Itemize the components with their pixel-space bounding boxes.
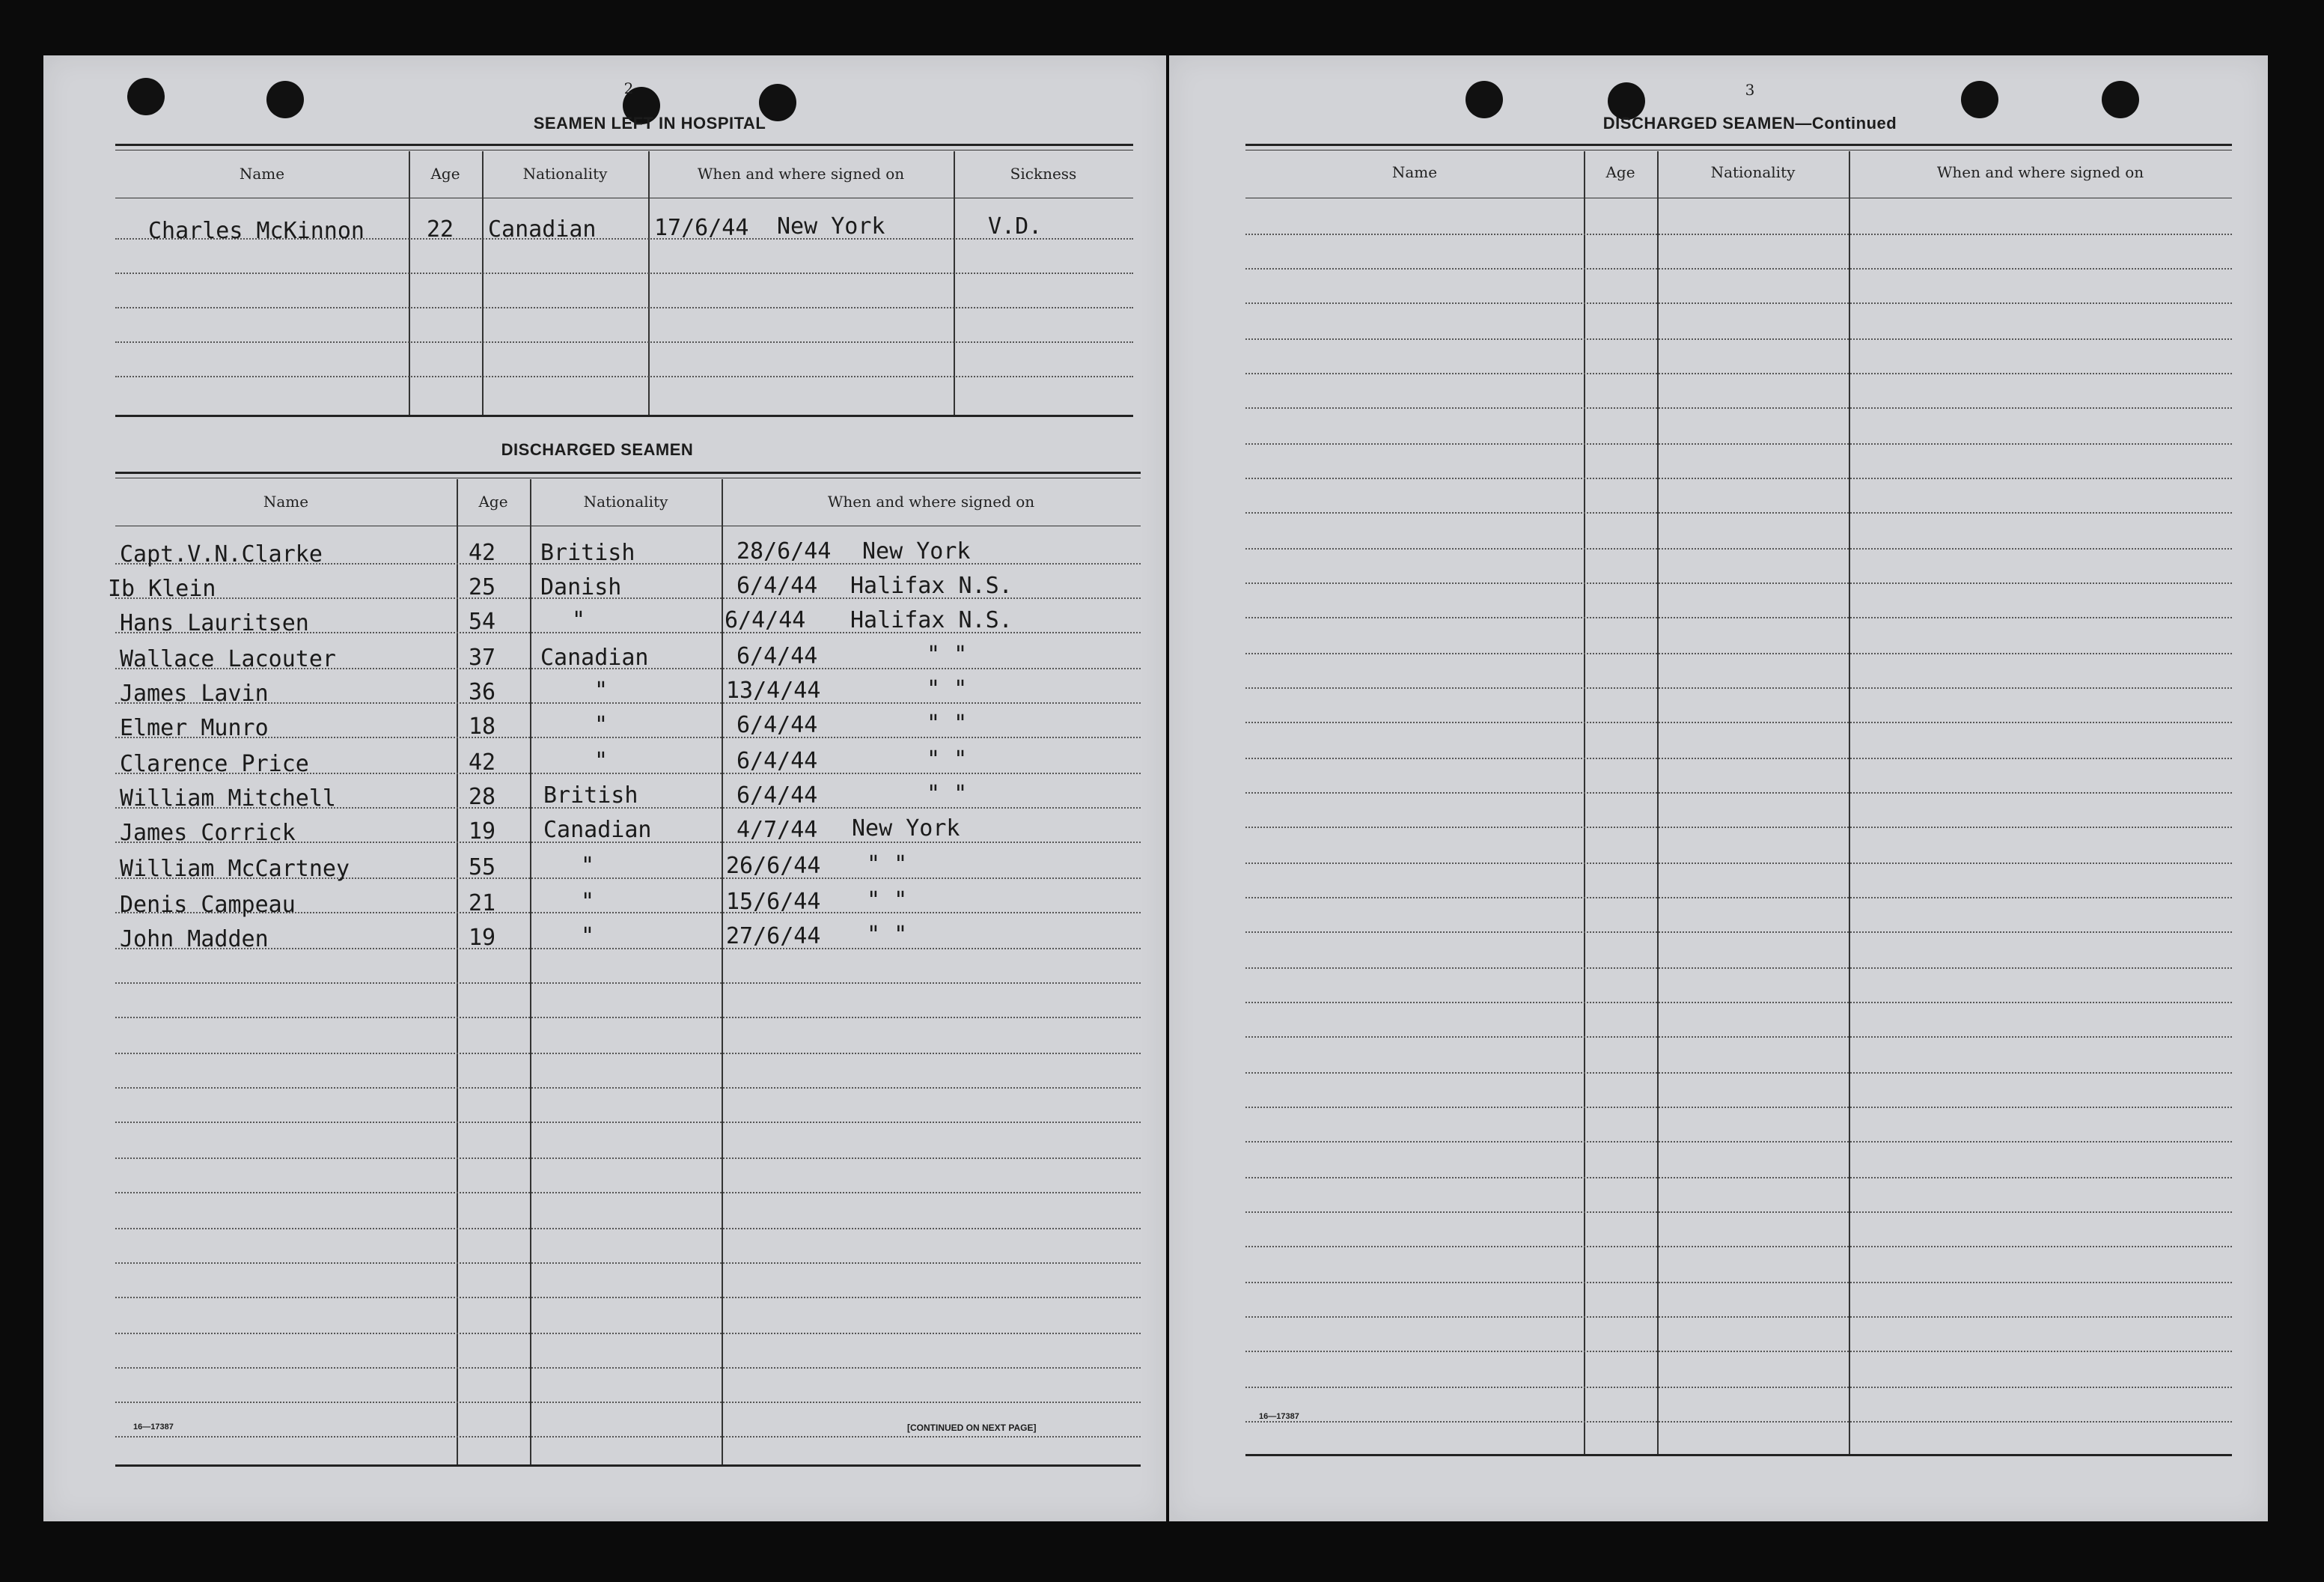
- col-name: Name: [1391, 163, 1438, 181]
- seaman-nationality: Canadian: [540, 645, 649, 671]
- hospital-row-rule: [115, 376, 1133, 377]
- signed-on-place: " ": [867, 851, 908, 877]
- discharged-row-rule: [115, 1192, 1141, 1193]
- row-rule: [1245, 863, 2232, 864]
- row-rule: [1245, 1316, 2232, 1318]
- discharged-row-rule: [115, 1436, 1141, 1438]
- seaman-age: 19: [469, 818, 496, 845]
- signed-on-date: 17/6/44: [654, 215, 749, 241]
- punch-hole: [1466, 81, 1503, 118]
- row-rule: [1245, 687, 2232, 689]
- row-rule: [1245, 512, 2232, 514]
- discharged-col-name: Name: [263, 493, 309, 511]
- discharged-col-age: Age: [478, 493, 508, 511]
- signed-on-place: New York: [862, 538, 971, 565]
- row-rule: [1245, 1211, 2232, 1213]
- seaman-name: Elmer Munro: [120, 715, 269, 741]
- punch-hole: [127, 78, 165, 115]
- seaman-nationality: ": [594, 748, 609, 774]
- row-rule: [1245, 1351, 2232, 1352]
- seaman-nationality: Canadian: [543, 817, 652, 843]
- seaman-name: Charles McKinnon: [148, 218, 365, 244]
- row-rule: [1245, 373, 2232, 374]
- signed-on-place: New York: [777, 213, 885, 240]
- seaman-nationality: Danish: [540, 574, 622, 600]
- row-rule: [1245, 1282, 2232, 1283]
- seaman-nationality: ": [594, 678, 609, 704]
- row-rule: [1245, 758, 2232, 759]
- signed-on-place: " ": [927, 746, 968, 773]
- signed-on-date: 27/6/44: [726, 923, 821, 949]
- signed-on-place: " ": [867, 887, 908, 913]
- signed-on-place: Halifax N.S.: [850, 573, 1013, 599]
- discharged-row-rule: [115, 1122, 1141, 1123]
- col-signed-on: When and where signed on: [1936, 163, 2144, 181]
- hospital-col-age: Age: [430, 165, 460, 183]
- signed-on-date: 28/6/44: [736, 538, 832, 565]
- row-rule: [1245, 1002, 2232, 1003]
- signed-on-date: 26/6/44: [726, 853, 821, 879]
- seaman-name: Ib Klein: [108, 576, 216, 602]
- discharged-row-rule: [115, 1228, 1141, 1229]
- discharged-row-rule: [115, 948, 1141, 949]
- col-nationality: Nationality: [1710, 163, 1796, 181]
- signed-on-date: 6/4/44: [736, 643, 818, 669]
- discharged-row-rule: [115, 1087, 1141, 1089]
- seaman-nationality: ": [594, 712, 609, 738]
- page-number: 2: [623, 79, 634, 97]
- seaman-name: Capt.V.N.Clarke: [120, 541, 323, 568]
- discharged-section-title: DISCHARGED SEAMEN: [501, 440, 694, 459]
- seaman-name: Clarence Price: [120, 751, 309, 777]
- form-code: 16—17387: [133, 1423, 174, 1432]
- seaman-name: John Madden: [120, 926, 269, 952]
- seaman-age: 42: [469, 749, 496, 776]
- discharged-row-rule: [115, 1053, 1141, 1054]
- seaman-age: 42: [469, 540, 496, 566]
- seaman-age: 36: [469, 679, 496, 705]
- signed-on-place: New York: [852, 815, 960, 842]
- table-top-rule: [1245, 144, 2232, 146]
- hospital-row-rule: [115, 307, 1133, 308]
- row-rule: [1245, 1387, 2232, 1388]
- row-rule: [1245, 1246, 2232, 1247]
- signed-on-date: 6/4/44: [736, 573, 818, 599]
- discharged-row-rule: [115, 1017, 1141, 1018]
- row-rule: [1245, 1072, 2232, 1074]
- hospital-col-name: Name: [239, 165, 285, 183]
- row-rule: [1245, 617, 2232, 618]
- hospital-col-signed-on: When and where signed on: [697, 165, 905, 183]
- left-page: [43, 55, 1166, 1521]
- row-rule: [1245, 722, 2232, 723]
- discharged-row-rule: [115, 1157, 1141, 1159]
- seaman-nationality: Canadian: [488, 216, 597, 243]
- hospital-section-title: SEAMEN LEFT IN HOSPITAL: [533, 114, 766, 133]
- discharged-row-rule: [115, 1297, 1141, 1298]
- discharged-table-top-rule: [115, 472, 1141, 474]
- punch-hole: [2102, 81, 2139, 118]
- hospital-table-bottom-rule: [115, 415, 1133, 417]
- discharged-row-rule: [115, 1262, 1141, 1264]
- seaman-age: 28: [469, 784, 496, 810]
- discharged-row-rule: [115, 737, 1141, 738]
- hospital-col-nationality: Nationality: [522, 165, 608, 183]
- row-rule: [1245, 792, 2232, 794]
- right-page: [1169, 55, 2268, 1521]
- row-rule: [1245, 443, 2232, 445]
- row-rule: [1245, 548, 2232, 550]
- hospital-table-top-rule: [115, 144, 1133, 146]
- signed-on-date: 6/4/44: [725, 607, 806, 633]
- row-rule: [1245, 268, 2232, 270]
- seaman-age: 21: [469, 890, 496, 916]
- discharged-row-rule: [115, 1402, 1141, 1403]
- row-rule: [1245, 338, 2232, 340]
- signed-on-date: 13/4/44: [726, 678, 821, 704]
- signed-on-place: " ": [867, 922, 908, 948]
- discharged-col-nationality: Nationality: [583, 493, 668, 511]
- row-rule: [1245, 1421, 2232, 1423]
- signed-on-place: " ": [927, 642, 968, 668]
- row-rule: [1245, 827, 2232, 828]
- row-rule: [1245, 653, 2232, 654]
- column-divider: [457, 479, 458, 1464]
- punch-hole: [266, 81, 304, 118]
- signed-on-place: " ": [927, 676, 968, 702]
- hospital-row-rule: [115, 273, 1133, 274]
- seaman-name: William McCartney: [120, 856, 350, 882]
- column-divider: [722, 479, 723, 1464]
- signed-on-place: " ": [927, 781, 968, 807]
- row-rule: [1245, 478, 2232, 479]
- seaman-nationality: ": [581, 923, 595, 949]
- seaman-name: Hans Lauritsen: [120, 610, 309, 636]
- seaman-age: 37: [469, 645, 496, 671]
- hospital-col-sickness: Sickness: [1010, 165, 1077, 183]
- form-code: 16—17387: [1259, 1412, 1299, 1421]
- punch-hole: [1961, 81, 1998, 118]
- signed-on-date: 6/4/44: [736, 782, 818, 809]
- discharged-table-bottom-rule: [115, 1464, 1141, 1467]
- discharged-col-signed-on: When and where signed on: [827, 493, 1035, 511]
- col-age: Age: [1605, 163, 1635, 181]
- column-divider: [1849, 151, 1850, 1455]
- seaman-name: James Corrick: [120, 820, 296, 846]
- seaman-age: 55: [469, 854, 496, 880]
- seaman-nationality: British: [543, 782, 638, 809]
- discharged-continued-title: DISCHARGED SEAMEN—Continued: [1602, 114, 1897, 133]
- row-rule: [1245, 1177, 2232, 1178]
- continued-note: [CONTINUED ON NEXT PAGE]: [907, 1423, 1037, 1433]
- column-divider: [1657, 151, 1659, 1455]
- discharged-row-rule: [115, 1367, 1141, 1369]
- row-rule: [1245, 1107, 2232, 1108]
- signed-on-date: 6/4/44: [736, 712, 818, 738]
- seaman-age: 22: [427, 216, 454, 243]
- row-rule: [1245, 302, 2232, 304]
- column-divider: [1584, 151, 1585, 1455]
- seaman-name: William Mitchell: [120, 785, 336, 812]
- seaman-name: James Lavin: [120, 681, 269, 707]
- table-bottom-rule: [1245, 1454, 2232, 1456]
- row-rule: [1245, 1036, 2232, 1038]
- signed-on-date: 15/6/44: [726, 889, 821, 915]
- page-number: 3: [1745, 81, 1755, 99]
- seaman-nationality: British: [540, 540, 635, 566]
- hospital-row-rule: [115, 341, 1133, 343]
- discharged-row-rule: [115, 1333, 1141, 1334]
- seaman-age: 19: [469, 925, 496, 951]
- signed-on-date: 6/4/44: [736, 748, 818, 774]
- discharged-row-rule: [115, 982, 1141, 984]
- row-rule: [1245, 234, 2232, 235]
- seaman-age: 18: [469, 714, 496, 740]
- seaman-age: 54: [469, 609, 496, 635]
- row-rule: [1245, 1141, 2232, 1143]
- seaman-nationality: ": [572, 607, 586, 633]
- row-rule: [1245, 582, 2232, 584]
- sickness: V.D.: [988, 213, 1043, 240]
- signed-on-date: 4/7/44: [736, 817, 818, 843]
- signed-on-place: Halifax N.S.: [850, 607, 1013, 633]
- row-rule: [1245, 931, 2232, 933]
- seaman-name: Wallace Lacouter: [120, 646, 336, 672]
- row-rule: [1245, 407, 2232, 409]
- column-divider: [530, 479, 531, 1464]
- row-rule: [1245, 967, 2232, 969]
- seaman-name: Denis Campeau: [120, 892, 296, 918]
- seaman-nationality: ": [581, 889, 595, 915]
- discharged-row-rule: [115, 702, 1141, 704]
- seaman-age: 25: [469, 574, 496, 600]
- signed-on-place: " ": [927, 711, 968, 737]
- row-rule: [1245, 897, 2232, 898]
- seaman-nationality: ": [581, 853, 595, 879]
